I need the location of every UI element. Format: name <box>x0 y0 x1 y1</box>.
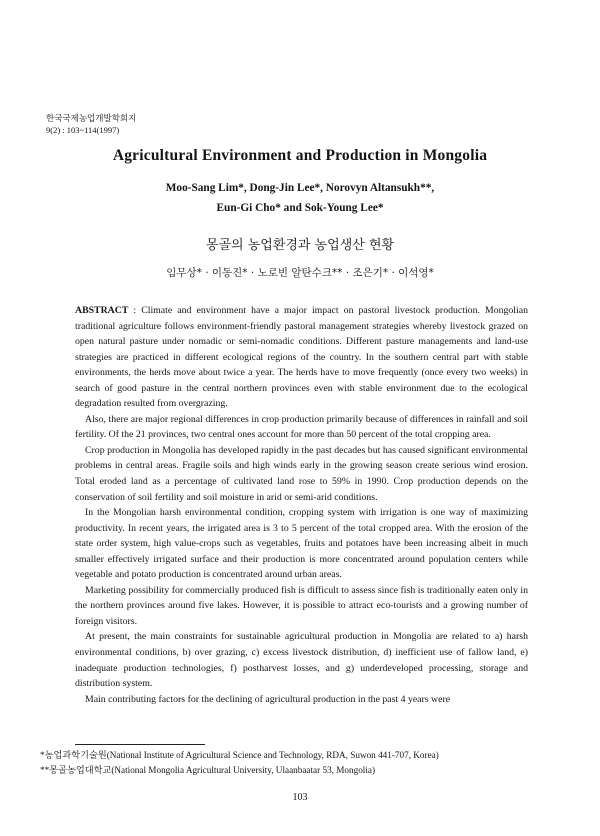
abstract-paragraph-1 <box>75 303 528 412</box>
korean-title: 몽골의 농업환경과 농업생산 현황 <box>205 238 395 253</box>
abstract-paragraph-3: Crop production in Mongolia has developed rapidly in the past decades but has caused significant environmental problems in central areas. Fragile soils and high winds early in the growing season create serious wind erosion. Total eroded land as a percentage of cultivated land rose to 59% in 1990. Crop production depends on the conservation of soil fertility and soil moisture in arid or semi-arid conditions. <box>75 444 528 503</box>
abstract-label: ABSTRACT <box>75 305 129 316</box>
footnote-2: **몽골농업대학교(National Mongolia Agricultural University, Ulaanbaatar 53, Mongolia) <box>40 765 376 775</box>
abstract-paragraph-1-text: : Climate and environment have a major impact on pastoral livestock production. Mongolian traditional agriculture follows environment-friendly pastoral management strategies whereby livestock grazed on open natural pasture under nomadic or semi-nomadic conditions. Different pasture managements and land-use strategies are practiced in different ecological regions of the country. In the southern central part with stable environments, the herds move about twice a year. The herds have to move frequently (once every two weeks) in search of good pasture in the central northern provinces even with stable environment due to the ecological degradation resulted from overgrazing. <box>75 305 528 410</box>
journal-name: 한국국제농업개발학회지 <box>46 113 137 123</box>
author-line-1: Moo-Sang Lim*, Dong-Jin Lee*, Norovyn Altansukh**, <box>165 182 435 194</box>
footnotes <box>40 748 540 778</box>
abstract-paragraph-5: Marketing possibility for commercially produced fish is difficult to assess since fish is traditionally eaten only in the northern provinces around five lakes. However, it is possible to attract eco-tourists and a growing number of foreign visitors. <box>75 584 528 627</box>
journal-citation: 9(2) : 103~114(1997) <box>46 125 120 135</box>
abstract-paragraph-7: Main contributing factors for the declining of agricultural production in the past 4 years were <box>85 693 451 705</box>
footnote-1: *농업과학기술원(National Institute of Agricultural Science and Technology, RDA, Suwon 441-707, Korea) <box>40 750 439 760</box>
author-line-2: Eun-Gi Cho* and Sok-Young Lee* <box>216 202 384 214</box>
abstract-paragraph-4: In the Mongolian harsh environmental condition, cropping system with irrigation is one way of maximizing productivity. In recent years, the irrigated area is 3 to 5 percent of the total cropped area. With the erosion of the state order system, high value-crops such as vegetables, fruits and potatoes have been increasing albeit in much smaller effectively irrigated surface and their production is more concentrated around population centers while vegetable and potato production is concentrated around urban areas. <box>75 507 528 581</box>
korean-author-list: 임무상* · 이동진* · 노로빈 알탄수크** · 조은기* · 이석영* <box>166 267 434 279</box>
abstract-section <box>75 303 528 707</box>
author-list <box>0 178 600 218</box>
abstract-paragraph-6: At present, the main constraints for sustainable agricultural production in Mongolia are related to a) harsh environmental conditions, b) over grazing, c) excess livestock distribution, d) inefficient use of fallow land, e) inadequate production technologies, f) postharvest losses, and g) underdeveloped processing, storage and distribution system. <box>75 631 528 690</box>
paper-title: Agricultural Environment and Production in Mongolia <box>112 147 488 164</box>
page-number: 103 <box>292 792 308 803</box>
abstract-paragraph-2: Also, there are major regional differences in crop production primarily because of differences in rainfall and soil fertility. Of the 21 provinces, two central ones account for more than 50 percent of the total cropping area. <box>75 413 528 441</box>
footnote-divider <box>75 744 205 745</box>
journal-header <box>46 112 136 136</box>
